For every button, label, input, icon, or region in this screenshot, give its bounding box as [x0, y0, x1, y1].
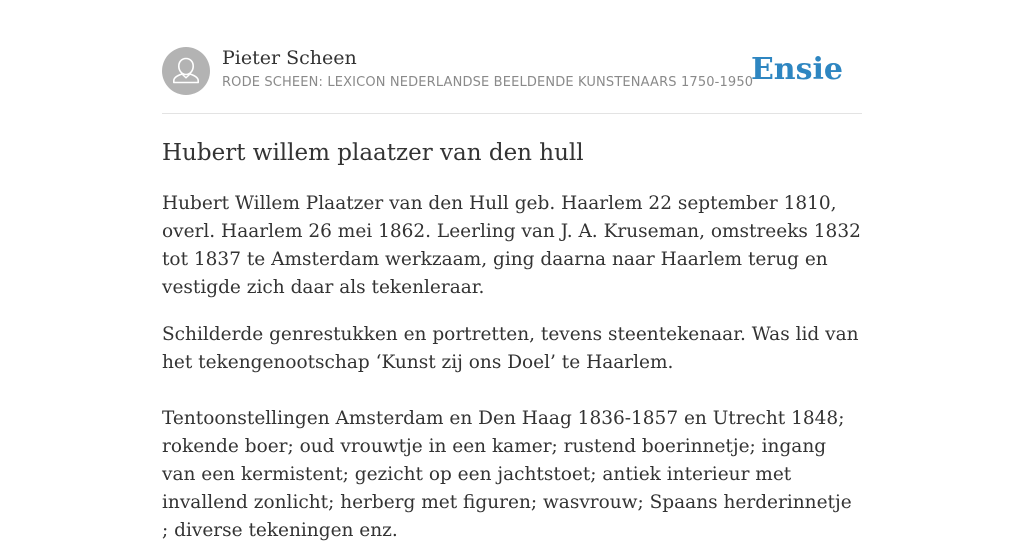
article-paragraph-2: Schilderde genrestukken en portretten, tevens steentekenaar. Was lid van het tekengenootschap ‘Kunst zij ons Doel’ te Haarlem.	[162, 324, 859, 373]
article-title: Hubert willem plaatzer van den hull	[162, 140, 584, 166]
source-name[interactable]: RODE SCHEEN: LEXICON NEDERLANDSE BEELDENDE KUNSTENAARS 1750-1950	[222, 75, 754, 90]
article-paragraph-3: Tentoonstellingen Amsterdam en Den Haag 1836-1857 en Utrecht 1848; rokende boer; oud vrouwtje in een kamer; rustend boerinnetje; ingang van een kermistent; gezicht op een jachtstoet; antiek interieur met invallend zonlicht; herberg met figuren; wasvrouw; Spaans herderinnetje ; diverse tekeningen enz.	[162, 408, 852, 541]
article-paragraph-1: Hubert Willem Plaatzer van den Hull geb. Haarlem 22 september 1810, overl. Haarlem 26 mei 1862. Leerling van J. A. Kruseman, omstreeks 1832 tot 1837 te Amsterdam werkzaam, ging daarna naar Haarlem terug en vestigde zich daar als tekenleraar.	[162, 193, 861, 298]
article-header	[162, 46, 862, 114]
author-avatar[interactable]	[162, 47, 210, 95]
ensie-logo[interactable]: Ensie	[750, 52, 843, 87]
author-name[interactable]: Pieter Scheen	[222, 47, 357, 69]
user-placeholder-icon	[162, 47, 210, 95]
